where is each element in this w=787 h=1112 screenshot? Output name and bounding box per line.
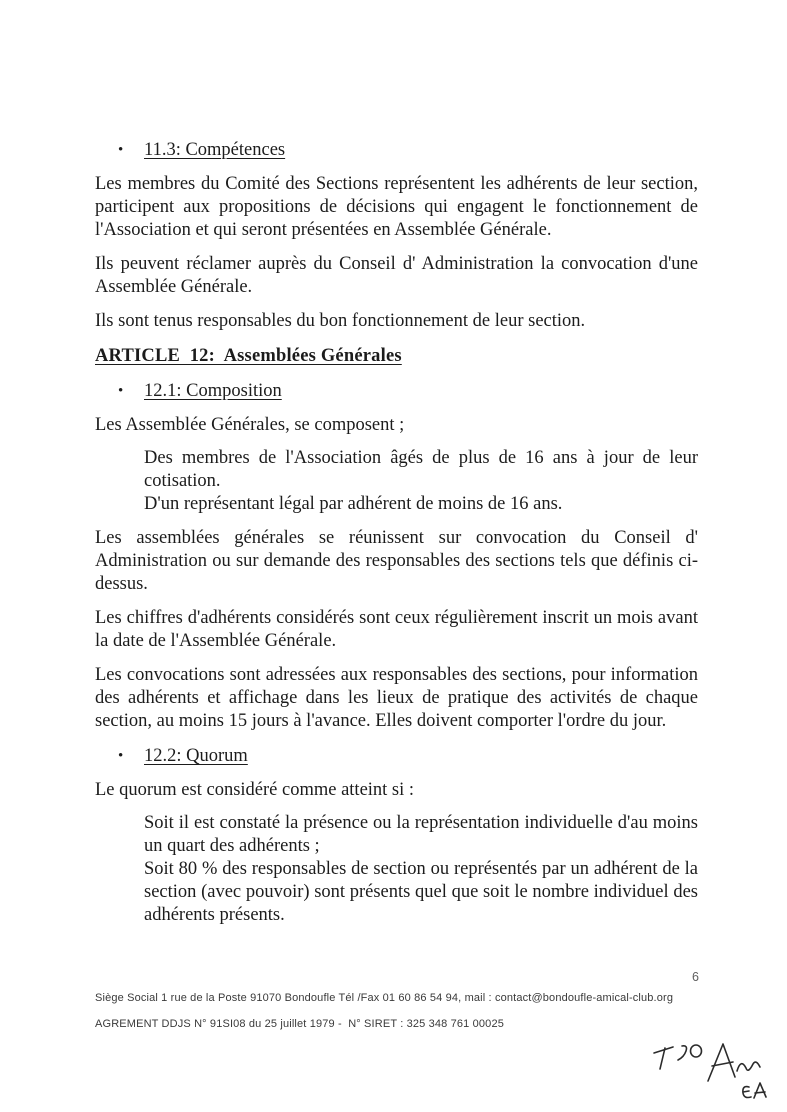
paragraph-reunissent: Les assemblées générales se réunissent sur convocation du Conseil d' Administration ou sur demande des responsables des sections tels que définis ci-dessus. xyxy=(95,528,698,594)
heading-11-3 xyxy=(95,139,698,162)
heading-12-2-label: 12.2: Quorum xyxy=(144,746,248,766)
footer-agrement: AGREMENT DDJS N° 91SI08 du 25 juillet 1979 - N° SIRET : 325 348 761 00025 xyxy=(95,1018,504,1030)
paragraph-convocations: Les convocations sont adressées aux responsables des sections, pour information des adhérents et affichage dans les lieux de pratique des activités de chaque section, au moins 15 jours à l'avance. Elles doivent comporter l'ordre du jour. xyxy=(95,665,698,731)
bullet-icon: • xyxy=(118,748,124,764)
page-number: 6 xyxy=(692,970,699,984)
item-representant-legal: D'un représentant légal par adhérent de moins de 16 ans. xyxy=(144,494,563,514)
handwritten-annotation xyxy=(648,1036,772,1100)
bullet-icon: • xyxy=(118,142,124,158)
heading-12-2 xyxy=(95,745,698,768)
document-body xyxy=(95,127,698,927)
bullet-icon: • xyxy=(118,383,124,399)
heading-11-3-label: 11.3: Compétences xyxy=(144,140,286,160)
paragraph-reclamer-conseil: Ils peuvent réclamer auprès du Conseil d' Administration la convocation d'une Assemblée Générale. xyxy=(95,254,698,297)
item-quorum-80-pourcent: Soit 80 % des responsables de section ou représentés par un adhérent de la section (avec pouvoir) sont présents quel que soit le nombre individuel des adhérents présents. xyxy=(144,859,698,925)
heading-12-1-label: 12.1: Composition xyxy=(144,381,282,401)
footer-siege-social: Siège Social 1 rue de la Poste 91070 Bondoufle Tél /Fax 01 60 86 54 94, mail : contact@bondoufle-amical-club.org xyxy=(95,992,674,1004)
item-membres-16-ans: Des membres de l'Association âgés de plus de 16 ans à jour de leur cotisation. xyxy=(144,448,698,491)
item-quorum-quart: Soit il est constaté la présence ou la représentation individuelle d'au moins un quart des adhérents ; xyxy=(144,813,698,856)
paragraph-chiffres-adherents: Les chiffres d'adhérents considérés sont ceux régulièrement inscrit un mois avant la date de l'Assemblée Générale. xyxy=(95,608,698,651)
paragraph-membres-comite: Les membres du Comité des Sections représentent les adhérents de leur section, participent aux propositions de décisions qui engagent le fonctionnement de l'Association et qui seront présentées en Assemblée Générale. xyxy=(95,174,698,240)
handwriting-strokes-icon xyxy=(648,1036,772,1100)
paragraph-quorum-intro: Le quorum est considéré comme atteint si : xyxy=(95,780,415,800)
paragraph-tenus-responsables: Ils sont tenus responsables du bon fonctionnement de leur section. xyxy=(95,311,586,331)
quorum-items xyxy=(144,812,698,927)
composition-items xyxy=(144,447,698,516)
heading-12-1 xyxy=(95,380,698,403)
article-12-heading: ARTICLE 12: Assemblées Générales xyxy=(95,346,402,366)
paragraph-composent: Les Assemblée Générales, se composent ; xyxy=(95,415,405,435)
